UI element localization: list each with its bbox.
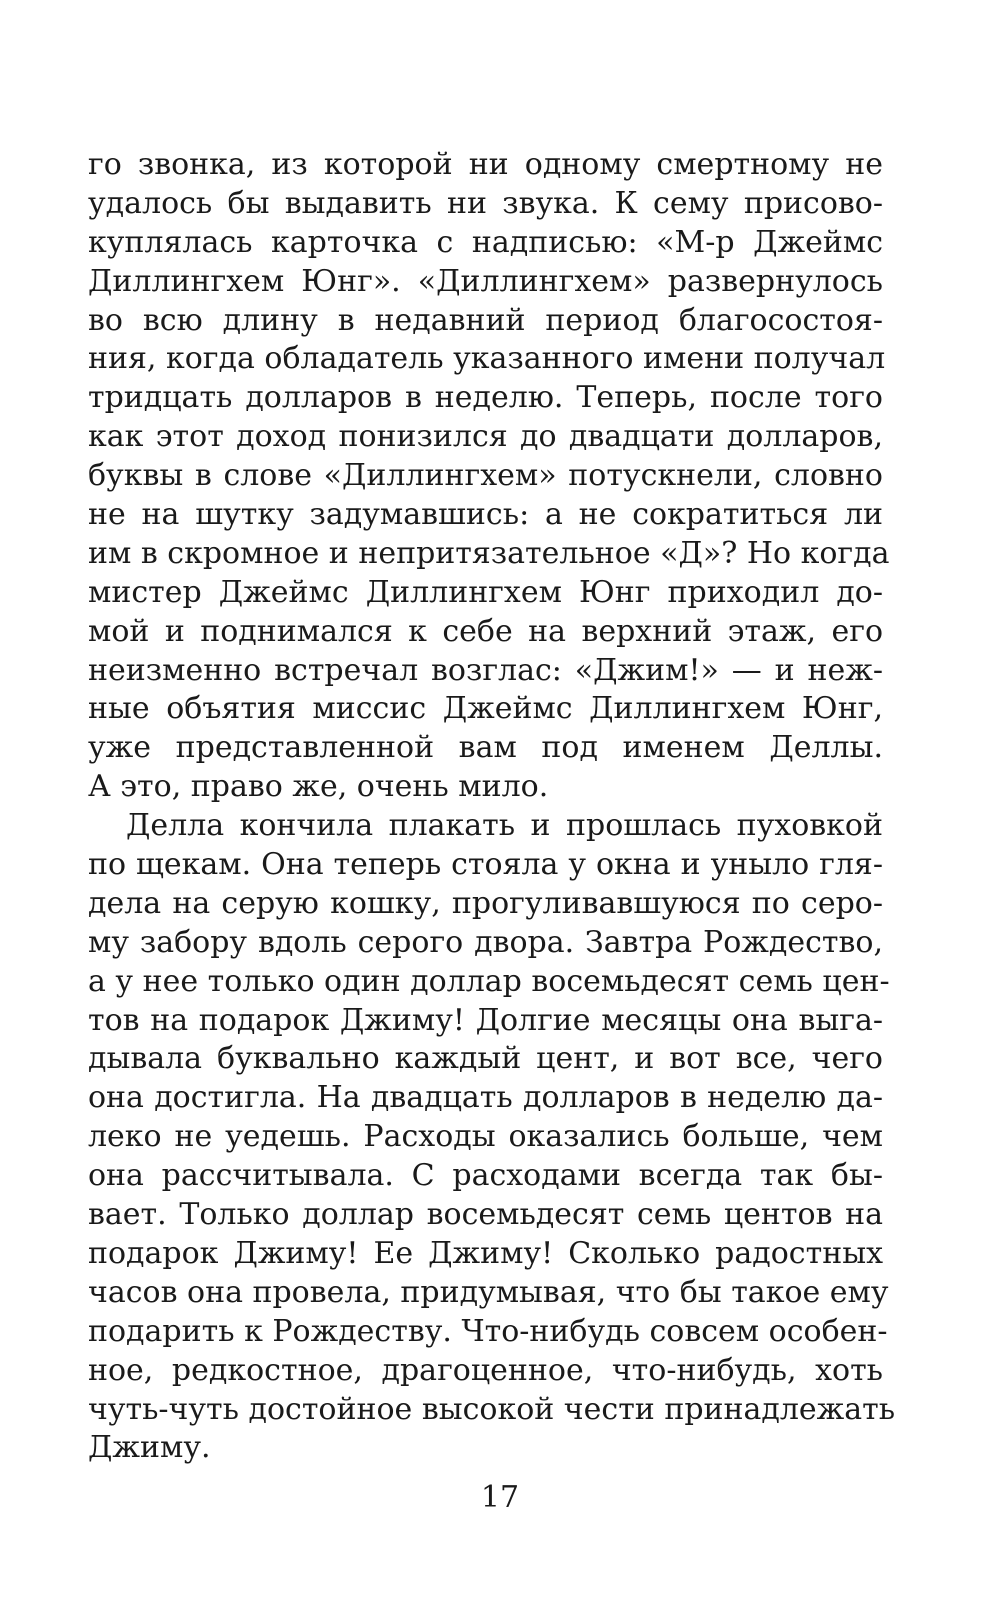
text-line: чуть-чуть достойное высокой чести принадлежать (88, 1391, 896, 1427)
text-line: как этот доход понизился до двадцати долларов, (88, 419, 883, 455)
text-line: мистер Джеймс Диллингхем Юнг приходил до- (88, 574, 883, 610)
paragraph-2 (88, 807, 896, 1468)
text-line: А это, право же, очень мило. (88, 769, 549, 805)
paragraph-1 (88, 146, 890, 807)
text-line: она достигла. На двадцать долларов в неделю да- (88, 1080, 883, 1116)
text-line: по щекам. Она теперь стояла у окна и уныло гля- (88, 847, 883, 883)
text-line: Делла кончила плакать и прошлась пуховкой (126, 808, 883, 844)
text-line: вает. Только доллар восемьдесят семь центов на (88, 1197, 883, 1233)
text-line: дела на серую кошку, прогуливавшуюся по серо- (88, 885, 883, 921)
text-line: часов она провела, придумывая, что бы такое ему (88, 1274, 889, 1310)
text-line: ное, редкостное, драгоценное, что-нибудь, хоть (88, 1352, 883, 1388)
text-line: им в скромное и непритязательное «Д»? Но когда (88, 535, 890, 571)
text-line: му забору вдоль серого двора. Завтра Рождество, (88, 924, 883, 960)
text-line: тов на подарок Джиму! Долгие месяцы она выга- (88, 1002, 883, 1038)
text-line: неизменно встречал возглас: «Джим!» — и неж- (88, 652, 883, 688)
text-line: во всю длину в недавний период благосостоя- (88, 302, 883, 338)
text-line: уже представленной вам под именем Деллы. (88, 730, 883, 766)
text-line: удалось бы выдавить ни звука. К сему присово- (88, 185, 883, 221)
text-line: ния, когда обладатель указанного имени получал (88, 341, 886, 377)
text-line: го звонка, из которой ни одному смертному не (88, 147, 883, 182)
text-line: куплялась карточка с надписью: «М-р Джеймс (88, 224, 883, 260)
text-line: не на шутку задумавшись: а не сократиться ли (88, 497, 883, 533)
text-line: она рассчитывала. С расходами всегда так бы- (88, 1158, 883, 1194)
page-number: 17 (480, 1480, 520, 1515)
text-line: подарить к Рождеству. Что-нибудь совсем особен- (88, 1313, 888, 1349)
text-line: мой и поднимался к себе на верхний этаж, его (88, 613, 883, 649)
text-line: а у нее только один доллар восемьдесят семь цен- (88, 963, 890, 999)
text-line: ные объятия миссис Джеймс Диллингхем Юнг, (88, 691, 883, 727)
text-line: подарок Джиму! Ее Джиму! Сколько радостных (88, 1235, 883, 1271)
text-line: Диллингхем Юнг». «Диллингхем» развернулось (88, 263, 883, 299)
text-line: дывала буквально каждый цент, и вот все, чего (88, 1041, 883, 1077)
text-line: буквы в слове «Диллингхем» потускнели, словно (88, 458, 883, 494)
text-line: леко не уедешь. Расходы оказались больше, чем (88, 1119, 883, 1155)
text-line: Джиму. (88, 1430, 211, 1466)
book-page-text (88, 146, 896, 1468)
text-line: тридцать долларов в неделю. Теперь, после того (88, 380, 883, 416)
